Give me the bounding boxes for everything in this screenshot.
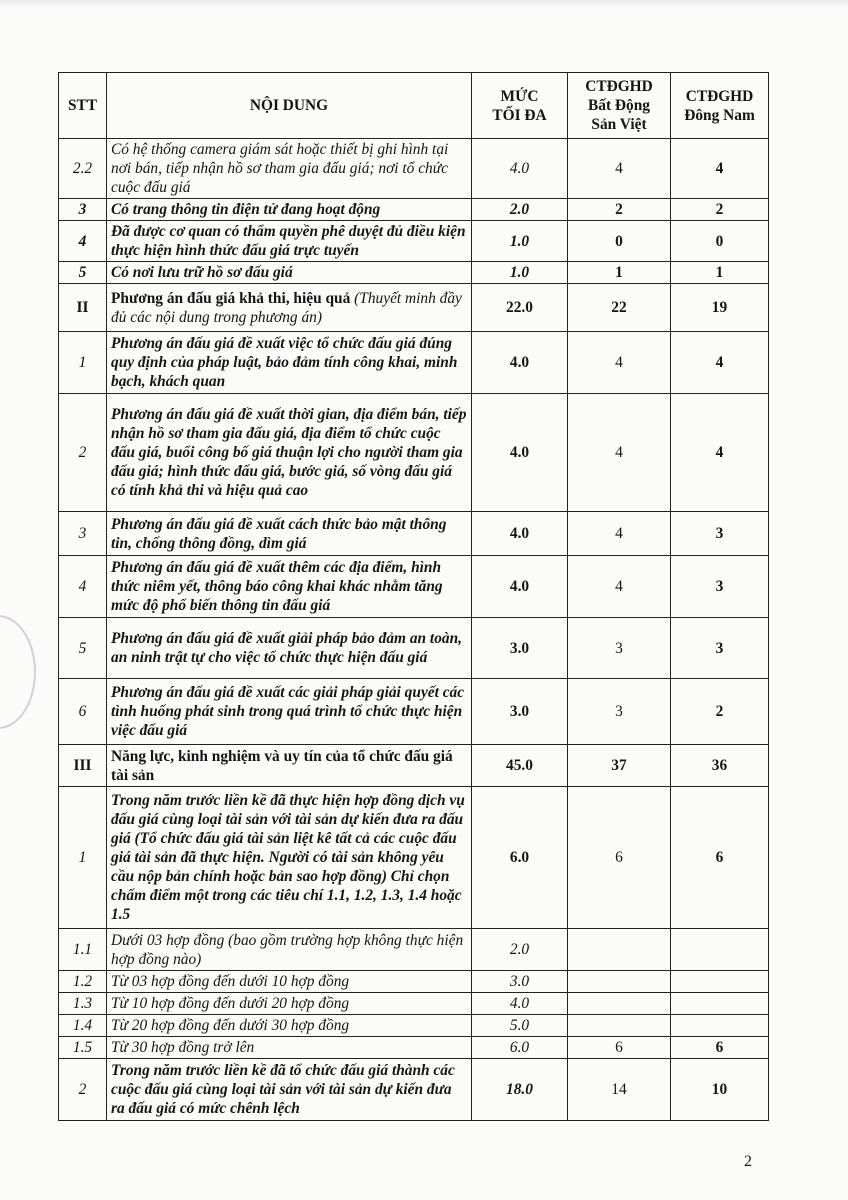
row-score-b: 19 xyxy=(671,284,769,332)
row-score-b: 6 xyxy=(671,787,769,929)
row-stt: 5 xyxy=(59,262,107,284)
row-score-a: 22 xyxy=(568,284,671,332)
row-score-b: 4 xyxy=(671,394,769,512)
row-content: Phương án đấu giá đề xuất cách thức bảo mật thông tin, chống thông đồng, dìm giá xyxy=(107,512,472,556)
row-score-b xyxy=(671,993,769,1015)
row-content: Phương án đấu giá đề xuất giải pháp bảo đảm an toàn, an ninh trật tự cho việc tổ chức thực hiện đấu giá xyxy=(107,618,472,679)
row-score-a: 6 xyxy=(568,1037,671,1059)
row-stt: 1 xyxy=(59,332,107,394)
row-max: 1.0 xyxy=(472,262,568,284)
row-score-b: 10 xyxy=(671,1059,769,1121)
row-stt: 3 xyxy=(59,512,107,556)
table-row xyxy=(59,787,769,929)
row-score-a: 4 xyxy=(568,512,671,556)
row-max: 3.0 xyxy=(472,971,568,993)
row-score-b: 3 xyxy=(671,512,769,556)
table-row xyxy=(59,139,769,199)
row-content: Từ 30 hợp đồng trở lên xyxy=(107,1037,472,1059)
row-content: Trong năm trước liền kề đã thực hiện hợp đồng dịch vụ đấu giá cùng loại tài sản với tài sản dự kiến đưa ra đấu giá (Tổ chức đấu giá tài sản liệt kê tất cả các cuộc đấu giá tài sản đã thực hiện. Người có tài sản không yêu cầu nộp bản chính hoặc bản sao hợp đồng) Chỉ chọn chấm điểm một trong các tiêu chí 1.1, 1.2, 1.3, 1.4 hoặc 1.5 xyxy=(107,787,472,929)
row-max: 6.0 xyxy=(472,787,568,929)
row-score-a: 1 xyxy=(568,262,671,284)
table-row xyxy=(59,221,769,262)
row-stt: II xyxy=(59,284,107,332)
row-content: Có hệ thống camera giám sát hoặc thiết bị ghi hình tại nơi bán, tiếp nhận hồ sơ tham gia đấu giá; nơi tổ chức cuộc đấu giá xyxy=(107,139,472,199)
table-row xyxy=(59,993,769,1015)
row-max: 18.0 xyxy=(472,1059,568,1121)
row-score-a xyxy=(568,993,671,1015)
row-score-b: 4 xyxy=(671,332,769,394)
row-content: Phương án đấu giá khả thi, hiệu quả (Thuyết minh đầy đủ các nội dung trong phương án) xyxy=(107,284,472,332)
row-score-a: 2 xyxy=(568,199,671,221)
row-stt: 6 xyxy=(59,679,107,745)
row-stt: 5 xyxy=(59,618,107,679)
row-score-b: 6 xyxy=(671,1037,769,1059)
table-row xyxy=(59,679,769,745)
row-stt: 4 xyxy=(59,221,107,262)
row-stt: 1.2 xyxy=(59,971,107,993)
table-row-section xyxy=(59,284,769,332)
row-content: Phương án đấu giá đề xuất thêm các địa điểm, hình thức niêm yết, thông báo công khai khác nhằm tăng mức độ phổ biến thông tin đấu giá xyxy=(107,556,472,618)
header-stt: STT xyxy=(59,73,107,139)
row-score-b: 36 xyxy=(671,745,769,787)
row-score-b xyxy=(671,971,769,993)
header-max: MỨC TỐI ĐA xyxy=(472,73,568,139)
row-content: Từ 20 hợp đồng đến dưới 30 hợp đồng xyxy=(107,1015,472,1037)
row-max: 45.0 xyxy=(472,745,568,787)
table-row xyxy=(59,262,769,284)
row-score-a: 3 xyxy=(568,679,671,745)
row-max: 3.0 xyxy=(472,618,568,679)
seal-stamp-partial xyxy=(0,615,36,729)
row-score-b: 1 xyxy=(671,262,769,284)
row-max: 3.0 xyxy=(472,679,568,745)
table-row xyxy=(59,1015,769,1037)
row-content: Đã được cơ quan có thẩm quyền phê duyệt đủ điều kiện thực hiện hình thức đấu giá trực tuyến xyxy=(107,221,472,262)
row-stt: 4 xyxy=(59,556,107,618)
row-content: Năng lực, kinh nghiệm và uy tín của tổ chức đấu giá tài sản xyxy=(107,745,472,787)
row-score-a: 4 xyxy=(568,556,671,618)
table-row xyxy=(59,332,769,394)
row-max: 4.0 xyxy=(472,332,568,394)
row-score-b: 2 xyxy=(671,679,769,745)
row-score-a: 6 xyxy=(568,787,671,929)
row-content: Từ 03 hợp đồng đến dưới 10 hợp đồng xyxy=(107,971,472,993)
row-stt: 3 xyxy=(59,199,107,221)
row-score-a xyxy=(568,971,671,993)
table-row xyxy=(59,1059,769,1121)
row-score-b xyxy=(671,1015,769,1037)
row-score-b: 0 xyxy=(671,221,769,262)
row-score-a: 4 xyxy=(568,332,671,394)
row-stt: III xyxy=(59,745,107,787)
row-content: Từ 10 hợp đồng đến dưới 20 hợp đồng xyxy=(107,993,472,1015)
scoring-table xyxy=(58,72,769,1121)
header-org-a: CTĐGHD Bất Động Sản Việt xyxy=(568,73,671,139)
row-stt: 1.5 xyxy=(59,1037,107,1059)
row-content: Có nơi lưu trữ hồ sơ đấu giá xyxy=(107,262,472,284)
row-content: Có trang thông tin điện tử đang hoạt động xyxy=(107,199,472,221)
table-row xyxy=(59,394,769,512)
table-row xyxy=(59,556,769,618)
page-number: 2 xyxy=(744,1153,752,1170)
row-max: 6.0 xyxy=(472,1037,568,1059)
row-max: 2.0 xyxy=(472,929,568,971)
row-score-a: 37 xyxy=(568,745,671,787)
row-score-b: 4 xyxy=(671,139,769,199)
row-stt: 2.2 xyxy=(59,139,107,199)
row-score-a: 14 xyxy=(568,1059,671,1121)
table-row xyxy=(59,618,769,679)
header-content: NỘI DUNG xyxy=(107,73,472,139)
header-org-b: CTĐGHD Đông Nam xyxy=(671,73,769,139)
row-score-b xyxy=(671,929,769,971)
scan-edge xyxy=(0,0,848,6)
row-content: Trong năm trước liền kề đã tổ chức đấu giá thành các cuộc đấu giá cùng loại tài sản với tài sản dự kiến đưa ra đấu giá có mức chênh lệch xyxy=(107,1059,472,1121)
row-max: 4.0 xyxy=(472,394,568,512)
table-row xyxy=(59,199,769,221)
row-max: 5.0 xyxy=(472,1015,568,1037)
row-score-a xyxy=(568,1015,671,1037)
row-score-b: 3 xyxy=(671,618,769,679)
row-score-a xyxy=(568,929,671,971)
row-stt: 2 xyxy=(59,394,107,512)
row-max: 4.0 xyxy=(472,556,568,618)
row-stt: 1.3 xyxy=(59,993,107,1015)
row-max: 4.0 xyxy=(472,512,568,556)
row-score-b: 2 xyxy=(671,199,769,221)
table-header-row xyxy=(59,73,769,139)
row-score-a: 0 xyxy=(568,221,671,262)
row-content: Dưới 03 hợp đồng (bao gồm trường hợp không thực hiện hợp đồng nào) xyxy=(107,929,472,971)
row-max: 4.0 xyxy=(472,139,568,199)
table-row xyxy=(59,929,769,971)
row-content: Phương án đấu giá đề xuất các giải pháp giải quyết các tình huống phát sinh trong quá trình tổ chức thực hiện việc đấu giá xyxy=(107,679,472,745)
row-max: 2.0 xyxy=(472,199,568,221)
table-row xyxy=(59,1037,769,1059)
row-stt: 1.4 xyxy=(59,1015,107,1037)
row-score-b: 3 xyxy=(671,556,769,618)
row-content: Phương án đấu giá đề xuất thời gian, địa điểm bán, tiếp nhận hồ sơ tham gia đấu giá, địa điểm tổ chức cuộc đấu giá, buổi công bố giá thuận lợi cho người tham gia đấu giá; hình thức đấu giá, bước giá, số vòng đấu giá có tính khả thi và hiệu quả cao xyxy=(107,394,472,512)
row-max: 1.0 xyxy=(472,221,568,262)
row-max: 4.0 xyxy=(472,993,568,1015)
table-row xyxy=(59,512,769,556)
row-stt: 1 xyxy=(59,787,107,929)
row-score-a: 4 xyxy=(568,139,671,199)
row-stt: 2 xyxy=(59,1059,107,1121)
row-content: Phương án đấu giá đề xuất việc tổ chức đấu giá đúng quy định của pháp luật, bảo đảm tính công khai, minh bạch, khách quan xyxy=(107,332,472,394)
row-max: 22.0 xyxy=(472,284,568,332)
row-stt: 1.1 xyxy=(59,929,107,971)
table-row-section xyxy=(59,745,769,787)
row-score-a: 4 xyxy=(568,394,671,512)
row-score-a: 3 xyxy=(568,618,671,679)
table-row xyxy=(59,971,769,993)
